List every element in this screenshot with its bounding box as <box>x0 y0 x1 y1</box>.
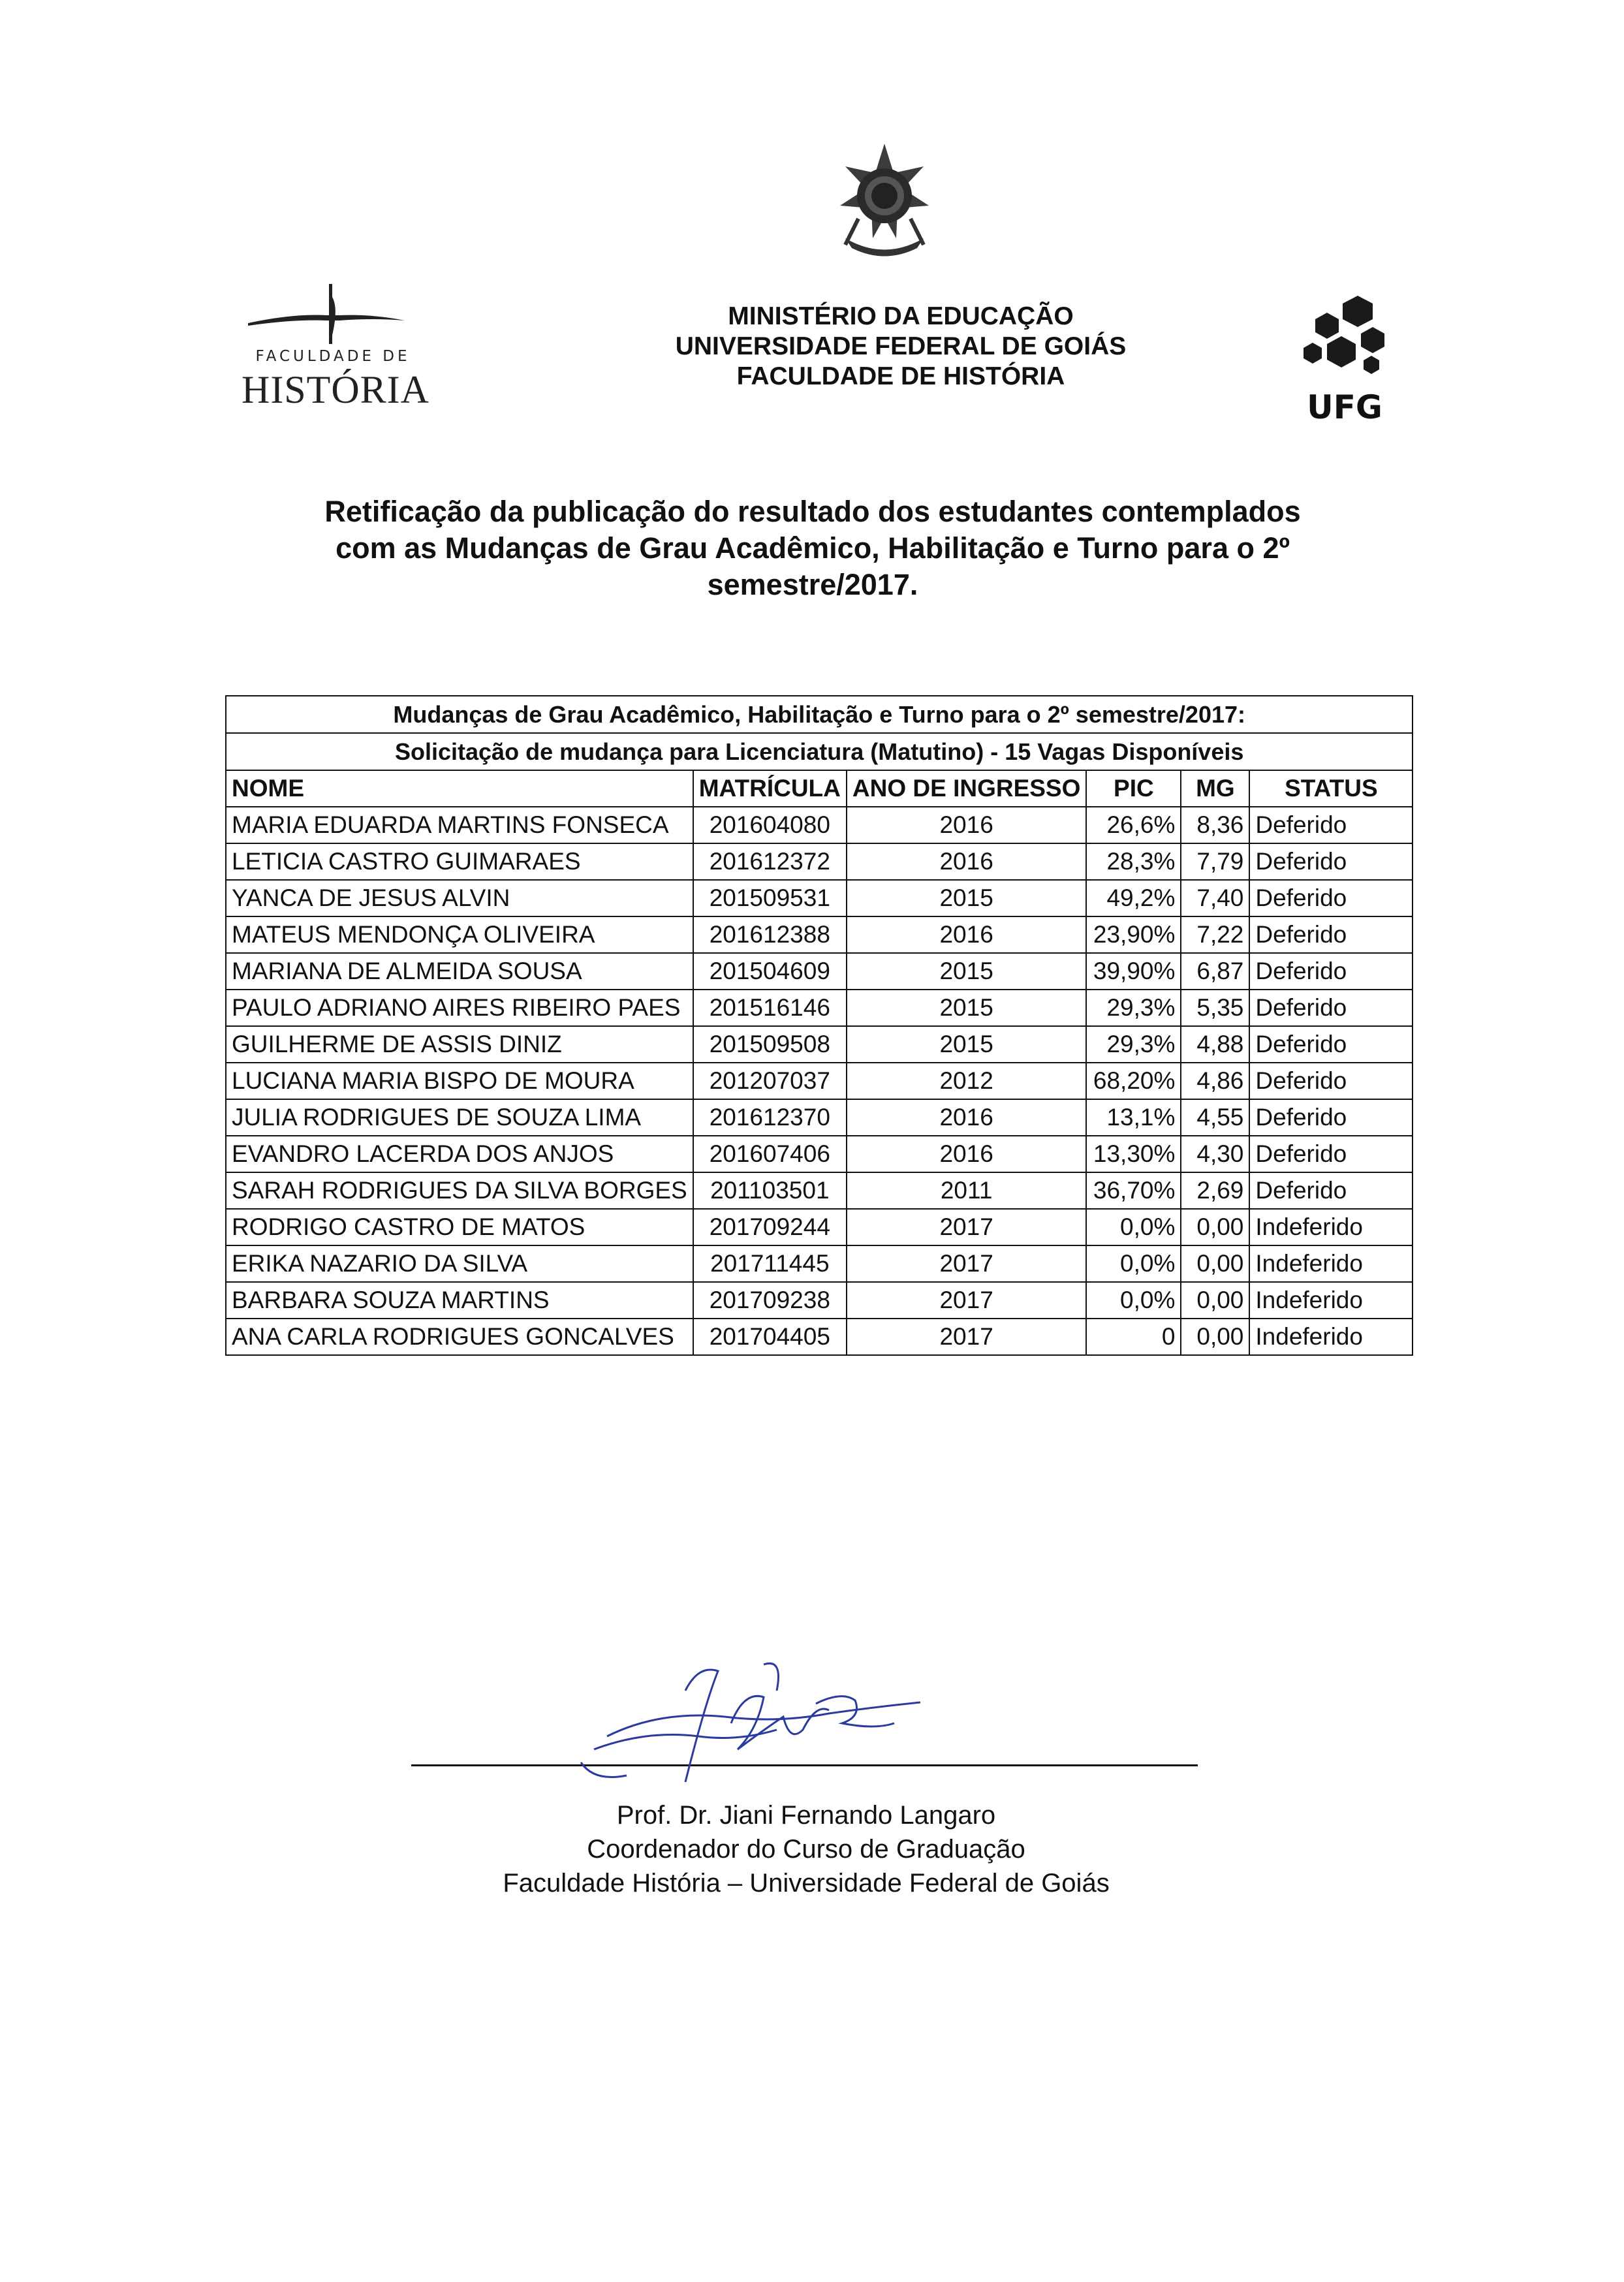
header-ministry: MINISTÉRIO DA EDUCAÇÃO <box>728 302 1074 330</box>
cell-matricula: 201711445 <box>693 1245 847 1282</box>
table-row <box>226 1209 1413 1245</box>
cell-pic: 13,30% <box>1086 1136 1181 1172</box>
cell-matricula: 201704405 <box>693 1319 847 1355</box>
cell-mg: 6,87 <box>1181 953 1249 990</box>
cell-status: Deferido <box>1249 807 1413 843</box>
cell-matricula: 201709238 <box>693 1282 847 1319</box>
table-row <box>226 1063 1413 1099</box>
cell-matricula: 201604080 <box>693 807 847 843</box>
cell-mg: 5,35 <box>1181 990 1249 1026</box>
faculdade-logo-big-text: HISTÓRIA <box>242 368 429 411</box>
cell-matricula: 201516146 <box>693 990 847 1026</box>
cell-nome: JULIA RODRIGUES DE SOUZA LIMA <box>226 1099 693 1136</box>
coat-of-arms-emblem <box>819 140 950 261</box>
cell-ano-ingresso: 2011 <box>847 1172 1087 1209</box>
table-row <box>226 953 1413 990</box>
table-header-row <box>226 770 1413 807</box>
cell-matricula: 201612370 <box>693 1099 847 1136</box>
cell-ano-ingresso: 2016 <box>847 1136 1087 1172</box>
signature-block <box>392 1798 1221 1900</box>
title-line-3: semestre/2017. <box>707 568 918 601</box>
cell-status: Deferido <box>1249 990 1413 1026</box>
cell-mg: 0,00 <box>1181 1209 1249 1245</box>
faculdade-historia-logo <box>242 277 429 411</box>
cell-pic: 0,0% <box>1086 1209 1181 1245</box>
cell-ano-ingresso: 2015 <box>847 990 1087 1026</box>
cell-status: Deferido <box>1249 1026 1413 1063</box>
cell-pic: 36,70% <box>1086 1172 1181 1209</box>
table-row <box>226 843 1413 880</box>
table-caption-row <box>226 696 1413 733</box>
handwritten-signature <box>568 1651 933 1802</box>
table-caption-row <box>226 733 1413 770</box>
table-row <box>226 1136 1413 1172</box>
cell-matricula: 201709244 <box>693 1209 847 1245</box>
cell-status: Deferido <box>1249 953 1413 990</box>
cell-ano-ingresso: 2017 <box>847 1319 1087 1355</box>
cell-mg: 4,86 <box>1181 1063 1249 1099</box>
cell-status: Deferido <box>1249 1136 1413 1172</box>
ufg-logo-text: UFG <box>1307 388 1382 426</box>
cell-status: Indeferido <box>1249 1282 1413 1319</box>
cell-ano-ingresso: 2017 <box>847 1282 1087 1319</box>
column-header-mg: MG <box>1181 770 1249 807</box>
table-row <box>226 807 1413 843</box>
cell-nome: BARBARA SOUZA MARTINS <box>226 1282 693 1319</box>
cell-nome: ANA CARLA RODRIGUES GONCALVES <box>226 1319 693 1355</box>
cell-mg: 7,22 <box>1181 916 1249 953</box>
table-row <box>226 1245 1413 1282</box>
cell-matricula: 201607406 <box>693 1136 847 1172</box>
header-university: UNIVERSIDADE FEDERAL DE GOIÁS <box>675 332 1127 360</box>
cell-mg: 8,36 <box>1181 807 1249 843</box>
cell-pic: 0,0% <box>1086 1245 1181 1282</box>
cell-pic: 68,20% <box>1086 1063 1181 1099</box>
cell-nome: ERIKA NAZARIO DA SILVA <box>226 1245 693 1282</box>
cell-mg: 4,88 <box>1181 1026 1249 1063</box>
table-row <box>226 1319 1413 1355</box>
cell-pic: 26,6% <box>1086 807 1181 843</box>
cell-status: Deferido <box>1249 916 1413 953</box>
cell-matricula: 201612372 <box>693 843 847 880</box>
cell-ano-ingresso: 2016 <box>847 916 1087 953</box>
cell-nome: PAULO ADRIANO AIRES RIBEIRO PAES <box>226 990 693 1026</box>
signer-unit: Faculdade História – Universidade Federal de Goiás <box>503 1869 1110 1898</box>
cell-pic: 49,2% <box>1086 880 1181 916</box>
cell-nome: GUILHERME DE ASSIS DINIZ <box>226 1026 693 1063</box>
cell-mg: 2,69 <box>1181 1172 1249 1209</box>
column-header-nome: NOME <box>226 770 693 807</box>
cell-status: Indeferido <box>1249 1245 1413 1282</box>
cell-nome: YANCA DE JESUS ALVIN <box>226 880 693 916</box>
column-header-matricula: MATRÍCULA <box>693 770 847 807</box>
cell-status: Deferido <box>1249 1063 1413 1099</box>
cell-ano-ingresso: 2015 <box>847 880 1087 916</box>
cell-mg: 0,00 <box>1181 1282 1249 1319</box>
cell-status: Indeferido <box>1249 1209 1413 1245</box>
title-line-2: com as Mudanças de Grau Acadêmico, Habilitação e Turno para o 2º <box>336 531 1290 565</box>
cell-ano-ingresso: 2017 <box>847 1245 1087 1282</box>
table-caption-main: Mudanças de Grau Acadêmico, Habilitação e Turno para o 2º semestre/2017: <box>226 696 1413 733</box>
cell-matricula: 201504609 <box>693 953 847 990</box>
cell-mg: 4,30 <box>1181 1136 1249 1172</box>
ufg-logo <box>1296 290 1394 428</box>
cell-matricula: 201207037 <box>693 1063 847 1099</box>
column-header-pic: PIC <box>1086 770 1181 807</box>
table-row <box>226 1172 1413 1209</box>
table-row <box>226 880 1413 916</box>
cell-ano-ingresso: 2015 <box>847 953 1087 990</box>
title-line-1: Retificação da publicação do resultado dos estudantes contemplados <box>324 495 1301 528</box>
institution-header <box>574 302 1227 392</box>
faculdade-logo-small-text: FACULDADE DE <box>255 348 411 365</box>
table-row <box>226 916 1413 953</box>
header-faculty: FACULDADE DE HISTÓRIA <box>736 362 1065 390</box>
cell-nome: RODRIGO CASTRO DE MATOS <box>226 1209 693 1245</box>
cell-matricula: 201509531 <box>693 880 847 916</box>
cell-nome: EVANDRO LACERDA DOS ANJOS <box>226 1136 693 1172</box>
cell-status: Deferido <box>1249 843 1413 880</box>
cell-pic: 29,3% <box>1086 990 1181 1026</box>
cell-nome: MARIANA DE ALMEIDA SOUSA <box>226 953 693 990</box>
table-row <box>226 1099 1413 1136</box>
table-caption-sub: Solicitação de mudança para Licenciatura (Matutino) - 15 Vagas Disponíveis <box>226 733 1413 770</box>
cell-nome: LUCIANA MARIA BISPO DE MOURA <box>226 1063 693 1099</box>
cell-pic: 28,3% <box>1086 843 1181 880</box>
cell-nome: MARIA EDUARDA MARTINS FONSECA <box>226 807 693 843</box>
signer-role: Coordenador do Curso de Graduação <box>587 1835 1025 1864</box>
cell-pic: 29,3% <box>1086 1026 1181 1063</box>
cell-ano-ingresso: 2017 <box>847 1209 1087 1245</box>
signer-name: Prof. Dr. Jiani Fernando Langaro <box>616 1801 996 1830</box>
cell-pic: 23,90% <box>1086 916 1181 953</box>
cell-nome: MATEUS MENDONÇA OLIVEIRA <box>226 916 693 953</box>
cell-nome: SARAH RODRIGUES DA SILVA BORGES <box>226 1172 693 1209</box>
results-table <box>225 695 1413 1356</box>
table-row <box>226 1026 1413 1063</box>
cell-ano-ingresso: 2016 <box>847 807 1087 843</box>
cell-matricula: 201103501 <box>693 1172 847 1209</box>
table-row <box>226 1282 1413 1319</box>
cell-mg: 0,00 <box>1181 1319 1249 1355</box>
cell-mg: 7,40 <box>1181 880 1249 916</box>
cell-nome: LETICIA CASTRO GUIMARAES <box>226 843 693 880</box>
cell-ano-ingresso: 2016 <box>847 1099 1087 1136</box>
cell-status: Deferido <box>1249 1172 1413 1209</box>
table-body <box>226 807 1413 1355</box>
cell-matricula: 201612388 <box>693 916 847 953</box>
cell-mg: 4,55 <box>1181 1099 1249 1136</box>
cell-pic: 13,1% <box>1086 1099 1181 1136</box>
cell-status: Deferido <box>1249 1099 1413 1136</box>
cell-pic: 0 <box>1086 1319 1181 1355</box>
cell-mg: 0,00 <box>1181 1245 1249 1282</box>
cell-ano-ingresso: 2015 <box>847 1026 1087 1063</box>
cell-ano-ingresso: 2012 <box>847 1063 1087 1099</box>
document-title <box>196 493 1429 603</box>
cell-pic: 39,90% <box>1086 953 1181 990</box>
cell-status: Deferido <box>1249 880 1413 916</box>
column-header-ano-ingresso: ANO DE INGRESSO <box>847 770 1087 807</box>
table-row <box>226 990 1413 1026</box>
cell-matricula: 201509508 <box>693 1026 847 1063</box>
cell-ano-ingresso: 2016 <box>847 843 1087 880</box>
column-header-status: STATUS <box>1249 770 1413 807</box>
cell-mg: 7,79 <box>1181 843 1249 880</box>
cell-pic: 0,0% <box>1086 1282 1181 1319</box>
cell-status: Indeferido <box>1249 1319 1413 1355</box>
